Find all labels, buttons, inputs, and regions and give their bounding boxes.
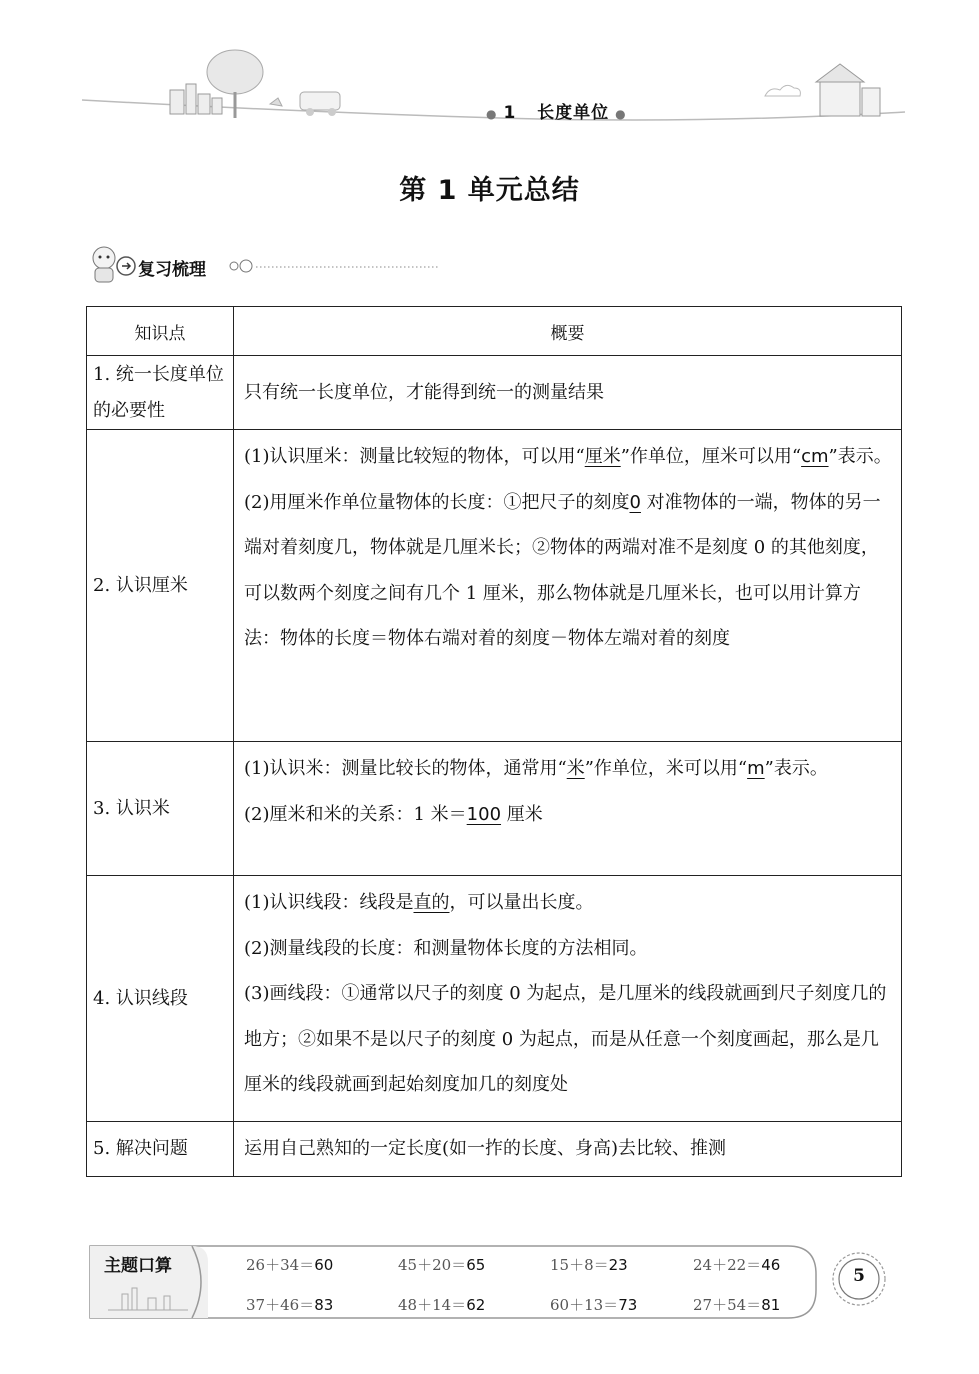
topic-cell: 3. 认识米 xyxy=(87,742,234,876)
calc-answer: 60 xyxy=(314,1256,334,1274)
topic-cell: 5. 解决问题 xyxy=(87,1122,234,1177)
summary-text: ”作单位，厘米可以用“ xyxy=(620,446,802,467)
chapter-number: 1 xyxy=(503,103,517,123)
calc-answer: 46 xyxy=(761,1256,781,1274)
topic-cell: 1. 统一长度单位的必要性 xyxy=(87,356,234,430)
bullet-icon: ● xyxy=(615,107,627,121)
calc-question: 15＋8＝ xyxy=(550,1256,609,1274)
summary-text: (1)认识米：测量比较长的物体，通常用“ xyxy=(244,758,567,779)
table-row xyxy=(87,742,902,876)
calc-question: 26＋34＝ xyxy=(246,1256,315,1274)
summary-cell xyxy=(234,430,902,742)
summary-text: ”表示。 xyxy=(764,758,828,779)
summary-text: (1)认识厘米：测量比较短的物体，可以用“ xyxy=(244,446,585,467)
summary-cell xyxy=(234,742,902,876)
summary-cell xyxy=(234,356,902,430)
answer-fill: 0 xyxy=(629,491,641,513)
calc-item xyxy=(246,1254,333,1275)
table-row xyxy=(87,356,902,430)
calc-answer: 23 xyxy=(608,1256,628,1274)
calc-answer: 73 xyxy=(618,1296,638,1314)
summary-table xyxy=(86,306,902,1177)
answer-fill: 直的 xyxy=(413,892,450,913)
summary-text: (2)用厘米作单位量物体的长度：①把尺子的刻度 xyxy=(244,491,630,513)
summary-text: ”作单位，米可以用“ xyxy=(584,758,748,779)
calc-item xyxy=(550,1294,637,1315)
summary-paragraph: (2)测量线段的长度：和测量物体长度的方法相同。 xyxy=(244,937,648,959)
summary-paragraph xyxy=(244,880,893,926)
calc-item xyxy=(398,1294,485,1315)
summary-cell xyxy=(234,1122,902,1177)
table-row xyxy=(87,876,902,1122)
summary-text: 对准物体的一端，物体的另一端对着刻度几，物体就是几厘米长；②物体的两端对准不是刻度 0 的其他刻度，可以数两个刻度之间有几个 1 厘米，那么物体就是几厘米长，也可以用计算方法：物体的长度＝物体右端对着的刻度－物体左端对着的刻度 xyxy=(244,491,881,649)
calc-item xyxy=(693,1254,780,1275)
answer-fill: 100 xyxy=(466,803,502,825)
calc-question: 27＋54＝ xyxy=(693,1296,762,1314)
calc-answer: 65 xyxy=(466,1256,486,1274)
summary-text: (2)厘米和米的关系：1 米＝ xyxy=(244,803,467,825)
calc-question: 37＋46＝ xyxy=(246,1296,315,1314)
summary-text: 只有统一长度单位，才能得到统一的测量结果 xyxy=(244,381,604,403)
summary-text: ”表示。 xyxy=(828,446,892,467)
answer-fill: 厘米 xyxy=(584,446,621,467)
calc-item xyxy=(246,1294,333,1315)
table-row xyxy=(87,430,902,742)
calc-question: 60＋13＝ xyxy=(550,1296,619,1314)
column-header-topic: 知识点 xyxy=(87,307,234,356)
summary-paragraph: (3)画线段：①通常以尺子的刻度 0 为起点，是几厘米的线段就画到尺子刻度几的地方；②如果不是以尺子的刻度 0 为起点，而是从任意一个刻度画起，那么是几厘米的线段就画到起始刻度加几的刻度处 xyxy=(244,983,887,1095)
table-header-row xyxy=(87,307,902,356)
summary-text: 运用自己熟知的一定长度(如一拃的长度、身高)去比较、推测 xyxy=(244,1138,727,1159)
oral-calc-label: 主题口算 xyxy=(104,1256,172,1276)
table-row xyxy=(87,1122,902,1177)
calc-answer: 83 xyxy=(314,1296,334,1314)
calc-answer: 81 xyxy=(761,1296,781,1314)
answer-fill: cm xyxy=(801,446,829,467)
topic-cell: 2. 认识厘米 xyxy=(87,430,234,742)
summary-text: (1)认识线段：线段是 xyxy=(244,892,414,913)
page-title: 第 1 单元总结 xyxy=(399,175,580,206)
chapter-label xyxy=(480,98,633,123)
answer-fill: m xyxy=(747,758,765,779)
chapter-title: 长度单位 xyxy=(537,103,610,123)
section-heading-label: 复习梳理 xyxy=(138,260,206,280)
summary-paragraph xyxy=(244,792,893,838)
answer-fill: 米 xyxy=(566,758,585,779)
calc-item xyxy=(693,1294,780,1315)
summary-cell xyxy=(234,876,902,1122)
calc-item xyxy=(398,1254,485,1275)
summary-text: ，可以量出长度。 xyxy=(449,892,594,913)
summary-paragraph xyxy=(244,480,893,662)
calc-question: 24＋22＝ xyxy=(693,1256,762,1274)
calc-item xyxy=(550,1254,628,1275)
calc-question: 48＋14＝ xyxy=(398,1296,467,1314)
bullet-icon: ● xyxy=(486,107,498,121)
section-heading xyxy=(86,240,466,286)
column-header-summary: 概要 xyxy=(234,307,902,356)
page-number: 5 xyxy=(853,1266,865,1286)
summary-text: 厘米 xyxy=(501,803,543,825)
summary-paragraph xyxy=(244,746,893,792)
summary-paragraph xyxy=(244,434,893,480)
topic-cell: 4. 认识线段 xyxy=(87,876,234,1122)
calc-question: 45＋20＝ xyxy=(398,1256,467,1274)
calc-answer: 62 xyxy=(466,1296,486,1314)
